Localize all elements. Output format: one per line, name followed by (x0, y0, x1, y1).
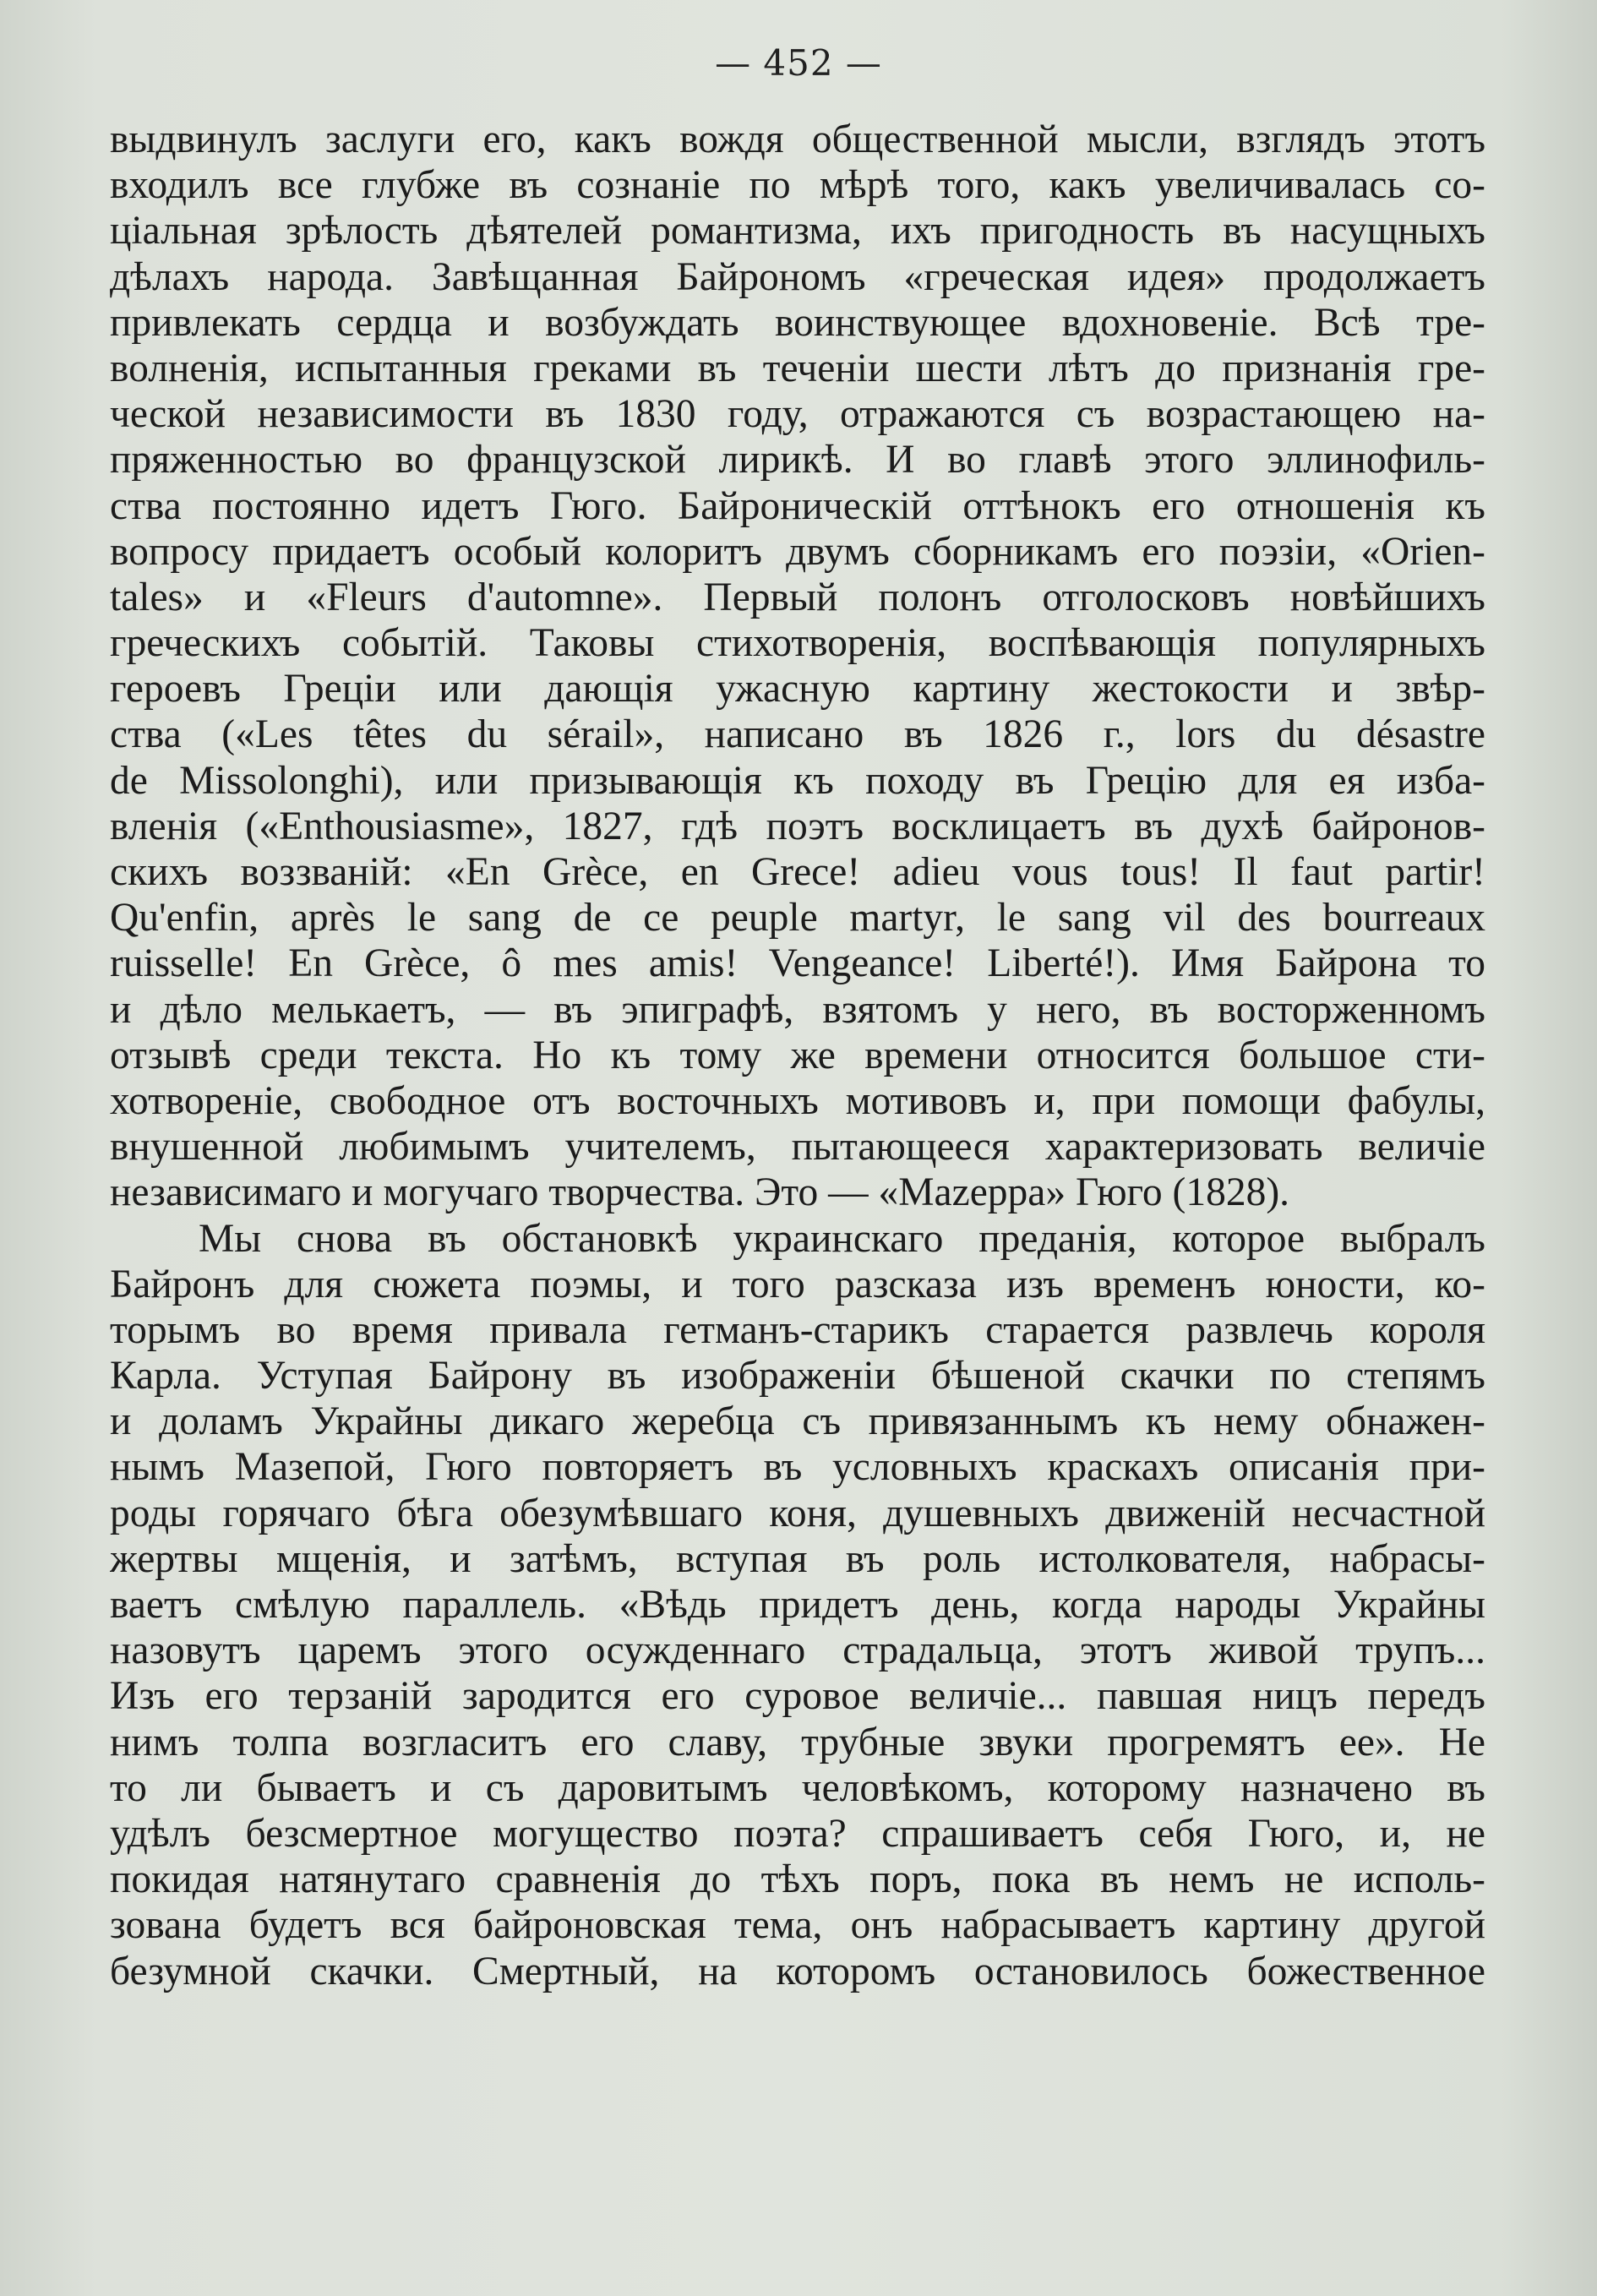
text-line: безумной скачки. Смертный, на которомъ остановилось божественное (110, 1949, 1485, 1993)
text-line: вленія («Enthousiasme», 1827, гдѣ поэтъ восклицаетъ въ духѣ байронов- (110, 804, 1485, 848)
text-line: выдвинулъ заслуги его, какъ вождя общественной мысли, взглядъ этотъ (110, 117, 1485, 161)
text-line: нимъ толпа возгласитъ его славу, трубные звуки прогремятъ ее». Не (110, 1720, 1485, 1764)
page-number: — 452 — (715, 42, 882, 84)
text-line: скихъ воззваній: «En Grèce, en Grece! adieu vous tous! Il faut partir! (110, 850, 1485, 894)
text-line: tales» и «Fleurs d'automne». Первый полонъ отголосковъ новѣйшихъ (110, 575, 1485, 619)
text-line: привлекать сердца и возбуждать воинствующее вдохновеніе. Всѣ тре- (110, 300, 1485, 345)
text-line: и дѣло мелькаетъ, — въ эпиграфѣ, взятомъ у него, въ восторженномъ (110, 987, 1485, 1032)
text-line: Карла. Уступая Байрону въ изображеніи бѣшеной скачки по степямъ (110, 1354, 1485, 1399)
text-line: волненія, испытанныя греками въ теченіи шести лѣтъ до признанія гре- (110, 346, 1485, 390)
text-line: то ли бываетъ и съ даровитымъ человѣкомъ, которому назначено въ (110, 1765, 1485, 1810)
text-line: внушенной любимымъ учителемъ, пытающееся характеризовать величіе (110, 1125, 1485, 1170)
text-line: ства («Les têtes du sérail», написано въ 1826 г., lors du désastre (110, 712, 1485, 757)
text-line: пряженностью во французской лирикѣ. И во главѣ этого эллинофиль- (110, 438, 1485, 483)
text-line: покидая натянутаго сравненія до тѣхъ поръ, пока въ немъ не исполь- (110, 1857, 1485, 1902)
text-line: торымъ во время привала гетманъ-старикъ старается развлечь короля (110, 1307, 1485, 1352)
text-line: хотвореніе, свободное отъ восточныхъ мотивовъ и, при помощи фабулы, (110, 1078, 1485, 1123)
text-line: дѣлахъ народа. Завѣщанная Байрономъ «греческая идея» продолжаетъ (110, 254, 1485, 299)
text-line: и доламъ Украйны дикаго жеребца съ привязаннымъ къ нему обнажен- (110, 1399, 1485, 1444)
text-line: ruisselle! En Grèce, ô mes amis! Vengeance! Liberté!). Имя Байрона то (110, 941, 1485, 986)
text-line: входилъ все глубже въ сознаніе по мѣрѣ того, какъ увеличивалась со- (110, 163, 1485, 208)
text-line: ваетъ смѣлую параллель. «Вѣдь придетъ день, когда народы Украйны (110, 1583, 1485, 1627)
text-line: жертвы мщенія, и затѣмъ, вступая въ роль истолкователя, набрасы- (110, 1536, 1485, 1581)
text-line: удѣлъ безсмертное могущество поэта? спрашиваетъ себя Гюго, и, не (110, 1811, 1485, 1856)
text-line: Изъ его терзаній зародится его суровое величіе... павшая ницъ передъ (110, 1674, 1485, 1719)
text-line: ства постоянно идетъ Гюго. Байроническій оттѣнокъ его отношенія къ (110, 483, 1485, 528)
text-line: назовутъ царемъ этого осужденнаго страдальца, этотъ живой трупъ... (110, 1628, 1485, 1673)
body-text (110, 117, 1485, 1994)
text-line: Qu'enfin, après le sang de ce peuple martyr, le sang vil des bourreaux (110, 896, 1485, 941)
paragraph-start-line: Мы снова въ обстановкѣ украинскаго преданія, которое выбралъ (199, 1216, 1485, 1261)
paragraph-end-line: независимаго и могучаго творчества. Это — «Mazeppa» Гюго (1828). (110, 1170, 1290, 1215)
text-line: de Missolonghi), или призывающія къ походу въ Грецію для ея изба- (110, 758, 1485, 803)
text-line: роды горячаго бѣга обезумѣвшаго коня, душевныхъ движеній несчастной (110, 1491, 1485, 1535)
text-line: ціальная зрѣлость дѣятелей романтизма, ихъ пригодность въ насущныхъ (110, 209, 1485, 254)
text-line: нымъ Мазепой, Гюго повторяетъ въ условныхъ краскахъ описанія при- (110, 1445, 1485, 1490)
text-line: героевъ Греціи или дающія ужасную картину жестокости и звѣр- (110, 667, 1485, 712)
text-line: греческихъ событій. Таковы стихотворенія, воспѣвающія популярныхъ (110, 621, 1485, 666)
text-line: отзывѣ среди текста. Но къ тому же времени относится большое сти- (110, 1033, 1485, 1077)
text-line: зована будетъ вся байроновская тема, онъ набрасываетъ картину другой (110, 1903, 1485, 1948)
text-line: ческой независимости въ 1830 году, отражаются съ возрастающею на- (110, 392, 1485, 437)
text-line: Байронъ для сюжета поэмы, и того разсказа изъ временъ юности, ко- (110, 1262, 1485, 1306)
text-line: вопросу придаетъ особый колоритъ двумъ сборникамъ его поэзіи, «Orien- (110, 529, 1485, 574)
